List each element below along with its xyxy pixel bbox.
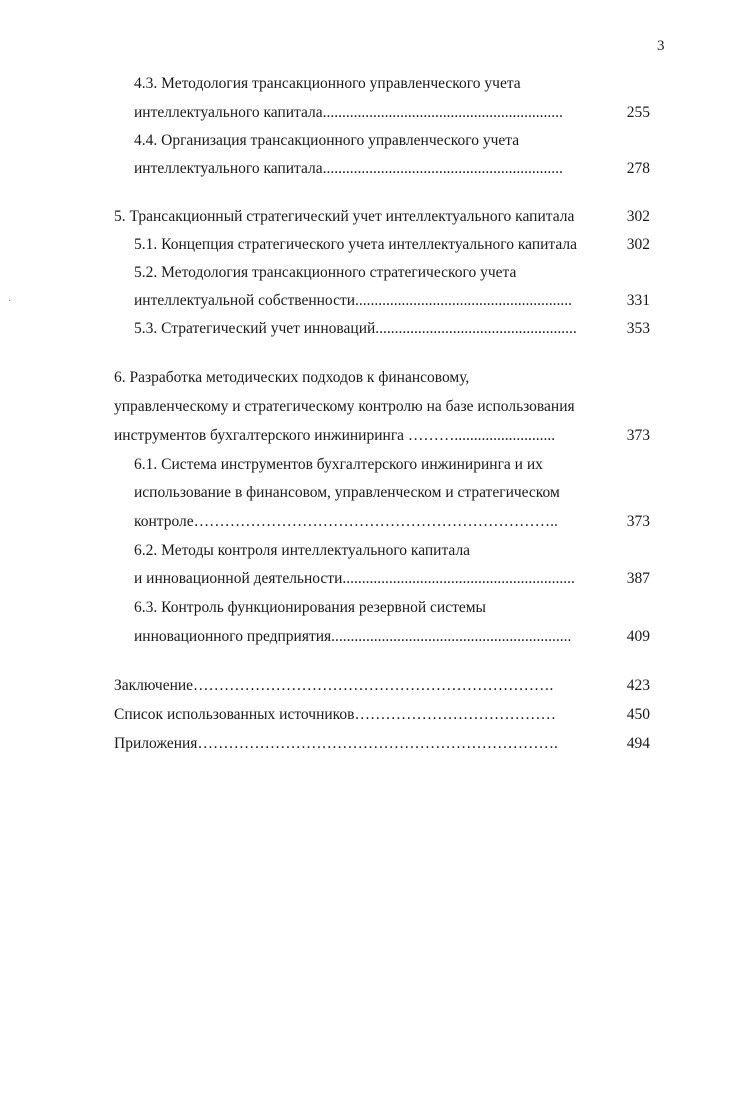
toc-5-2-title[interactable]: 5.2. Методология трансакционного стратегического учета <box>134 264 517 281</box>
toc-5-2-title-cont[interactable]: интеллектуальной собственности........................................................ <box>134 292 573 309</box>
toc-5-3-title[interactable]: 5.3. Стратегический учет инноваций.................................................... <box>134 320 577 337</box>
toc-appendices-title[interactable]: Приложения……………………………………………………………. <box>114 735 558 752</box>
toc-6-3-title-cont[interactable]: инновационного предприятия.............................................................. <box>134 628 572 645</box>
toc-sources-page: 450 <box>626 706 650 723</box>
toc-conclusion-title[interactable]: Заключение……………………………………………………………. <box>114 677 554 694</box>
toc-6-title-cont-2[interactable]: инструментов бухгалтерского инжиниринга ……….......................... <box>114 427 556 444</box>
toc-appendices-page: 494 <box>626 735 650 752</box>
toc-6-1-title-cont-1[interactable]: использование в финансовом, управленческом и стратегическом <box>134 484 560 501</box>
toc-6-2-page: 387 <box>626 570 650 587</box>
toc-6-2-title[interactable]: 6.2. Методы контроля интеллектуального капитала <box>134 542 471 559</box>
toc-6-2-title-cont[interactable]: и инновационной деятельности............................................................ <box>134 570 575 587</box>
toc-5-3-page: 353 <box>626 320 650 337</box>
scan-artifact: · <box>8 296 12 307</box>
toc-5-title[interactable]: 5. Трансакционный стратегический учет интеллектуального капитала <box>114 208 575 225</box>
toc-conclusion-page: 423 <box>626 677 650 694</box>
toc-6-1-page: 373 <box>626 513 650 530</box>
toc-6-3-page: 409 <box>626 628 650 645</box>
toc-4-4-title[interactable]: 4.4. Организация трансакционного управленческого учета <box>134 132 520 149</box>
toc-5-1-page: 302 <box>626 236 650 253</box>
toc-6-1-title-cont-2[interactable]: контроле…………………………………………………………….. <box>134 513 558 530</box>
toc-5-2-page: 331 <box>626 292 650 309</box>
toc-6-title-cont-1[interactable]: управленческому и стратегическому контролю на базе использования <box>114 398 575 415</box>
toc-6-1-title[interactable]: 6.1. Система инструментов бухгалтерского инжиниринга и их <box>134 456 543 473</box>
toc-5-page: 302 <box>626 208 650 225</box>
toc-6-3-title[interactable]: 6.3. Контроль функционирования резервной системы <box>134 599 486 616</box>
toc-4-3-title[interactable]: 4.3. Методология трансакционного управленческого учета <box>134 75 521 92</box>
toc-sources-title[interactable]: Список использованных источников………………………………… <box>114 706 556 723</box>
toc-5-1-title[interactable]: 5.1. Концепция стратегического учета интеллектуального капитала <box>134 236 577 253</box>
toc-6-title[interactable]: 6. Разработка методических подходов к финансовому, <box>114 369 470 386</box>
toc-4-3-page: 255 <box>626 104 650 121</box>
page-number: 3 <box>657 38 665 54</box>
toc-4-4-page: 278 <box>626 160 650 177</box>
toc-6-page: 373 <box>626 427 650 444</box>
toc-4-4-title-cont[interactable]: интеллектуального капитала.............................................................. <box>134 160 563 177</box>
toc-4-3-title-cont[interactable]: интеллектуального капитала.............................................................. <box>134 104 563 121</box>
